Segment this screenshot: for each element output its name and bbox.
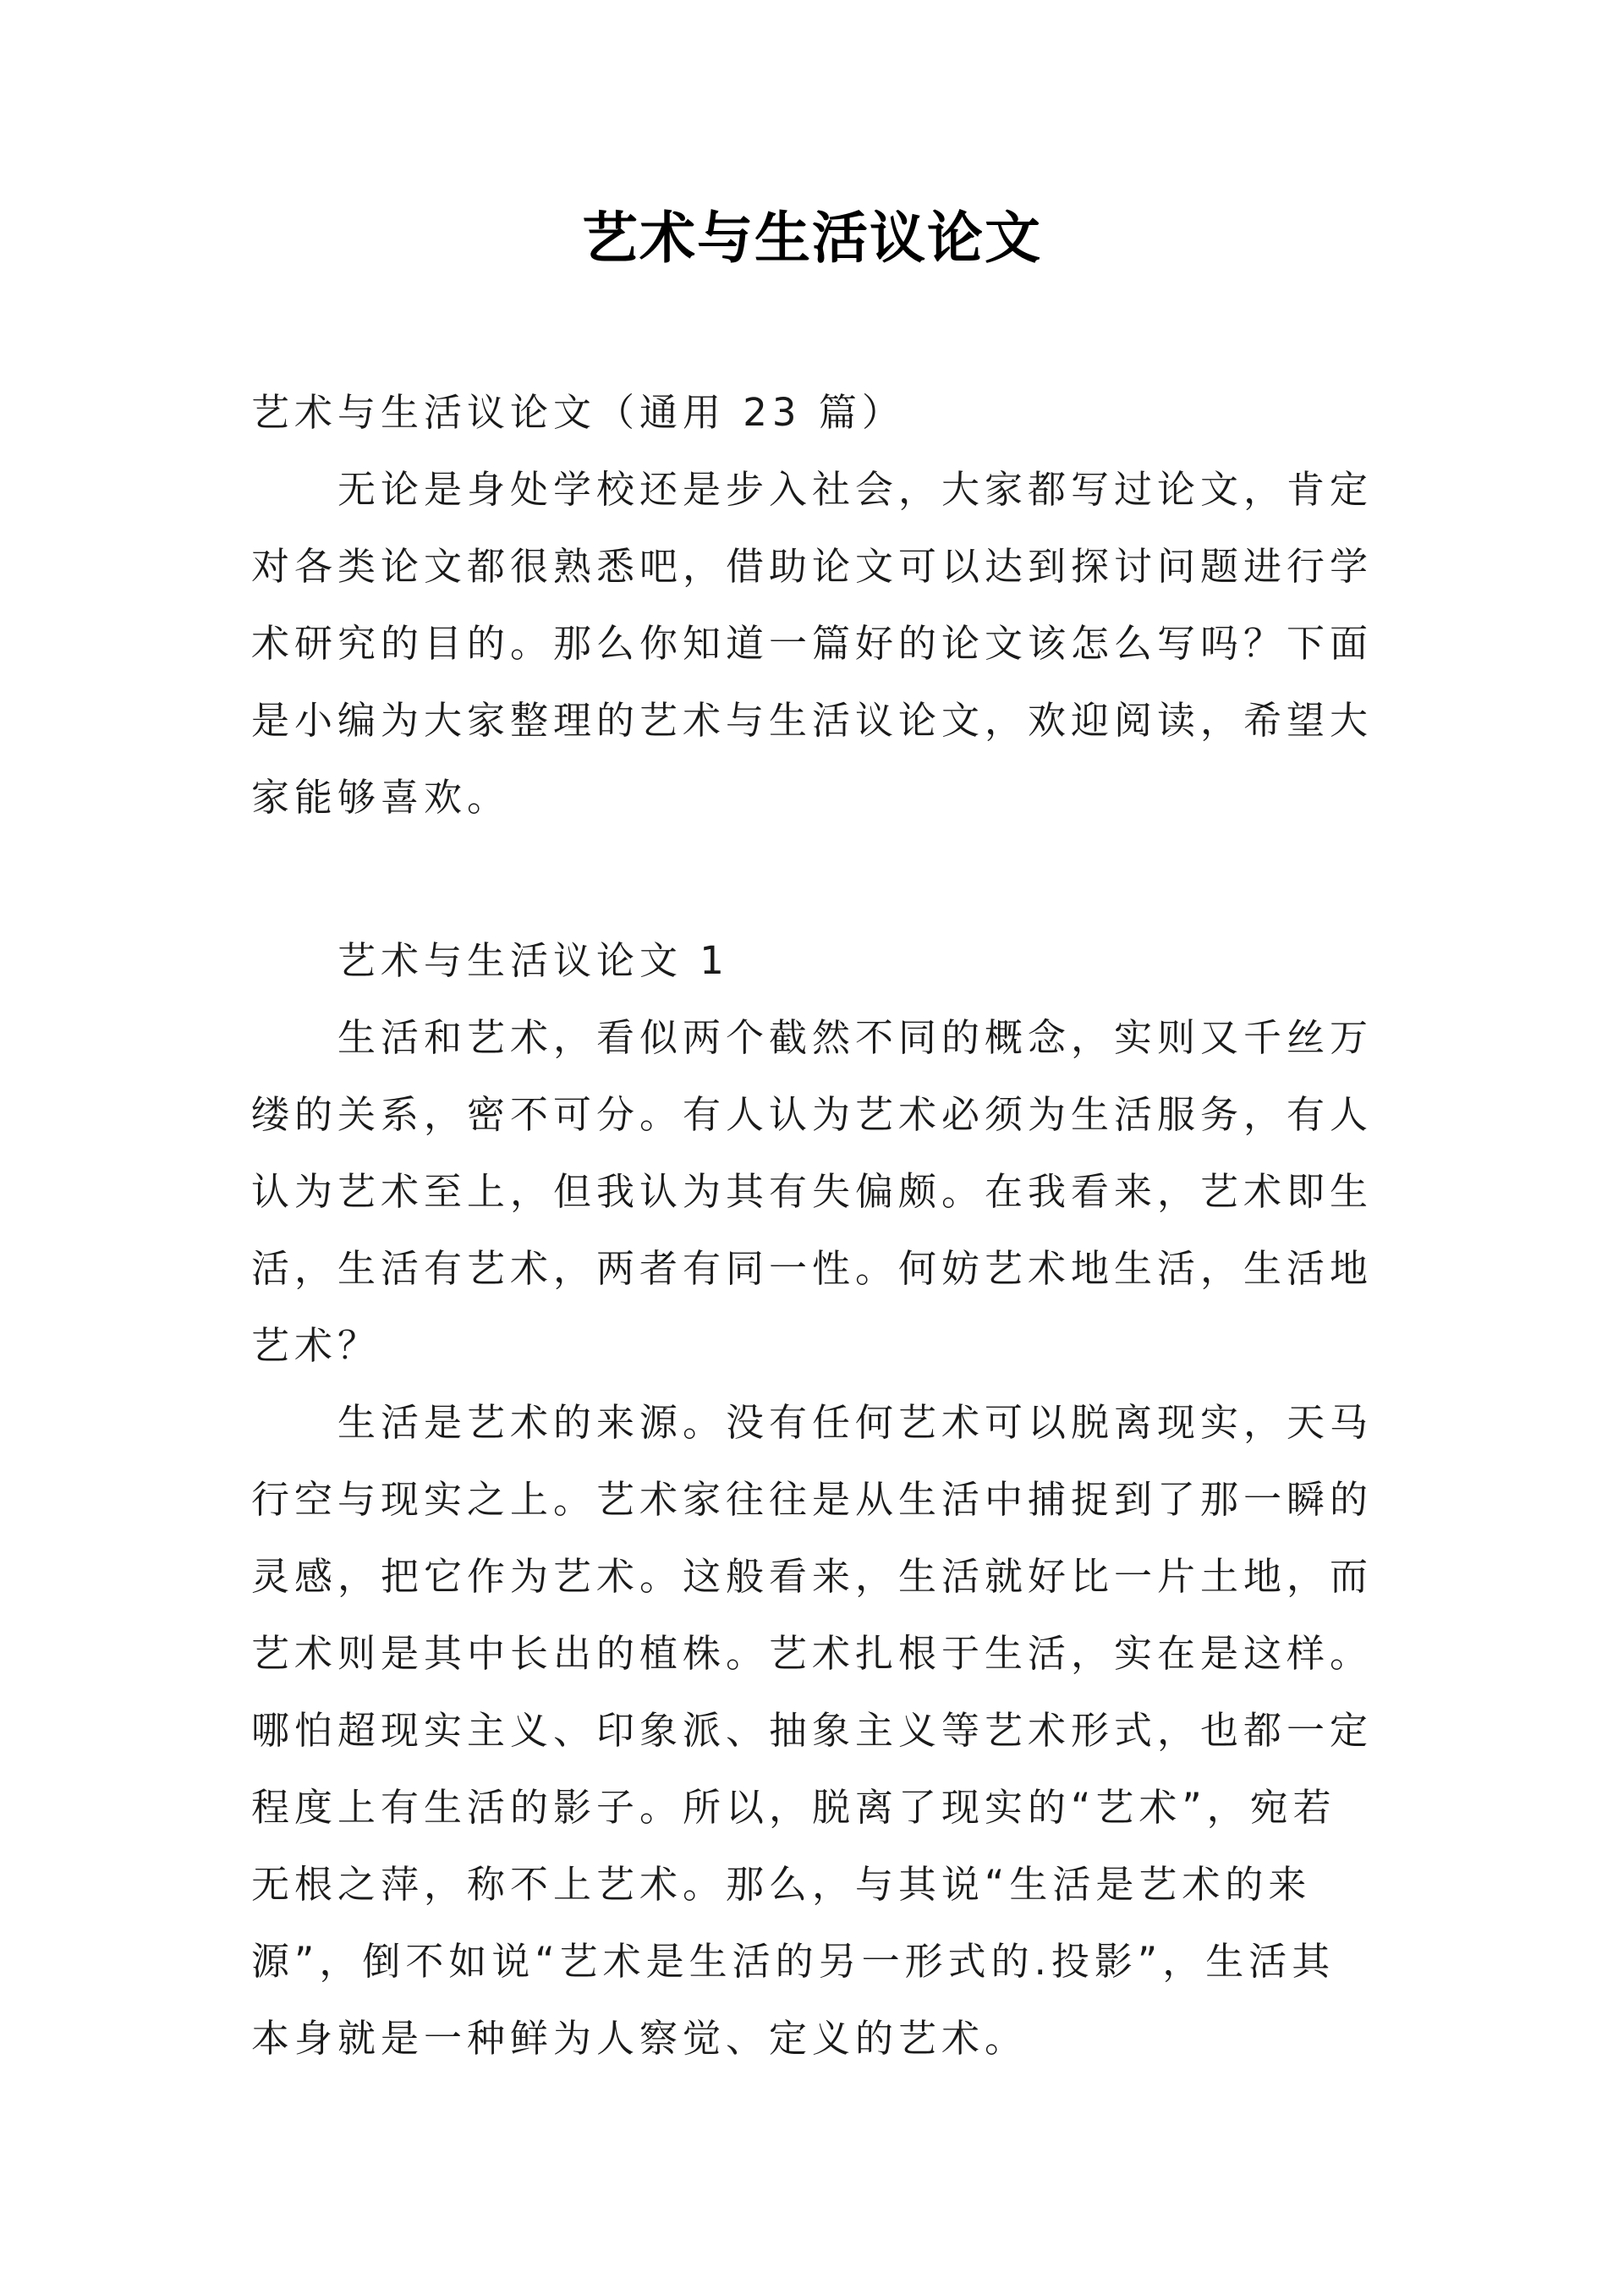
paragraph-line: 活，生活有艺术，两者有同一性。何妨艺术地生活，生活地 (251, 1246, 1374, 1291)
paragraph-line: 艺术？ (251, 1323, 381, 1368)
paragraph-line: 哪怕超现实主义、印象派、抽象主义等艺术形式，也都一定 (251, 1708, 1374, 1753)
document-title: 艺术与生活议论文 (582, 205, 1042, 271)
paragraph-line: 行空与现实之上。艺术家往往是从生活中捕捉到了那一瞬的 (251, 1477, 1374, 1522)
section-paragraph-1 (251, 999, 1385, 1384)
paragraph-line: 本身就是一种鲜为人察觉、定义的艺术。 (251, 2016, 1029, 2061)
document-body (251, 374, 1385, 2077)
paragraph-line: 是小编为大家整理的艺术与生活议论文，欢迎阅读，希望大 (251, 698, 1374, 743)
paragraph-line: 缕的关系，密不可分。有人认为艺术必须为生活服务，有人 (251, 1092, 1374, 1137)
intro-paragraph (251, 451, 1385, 836)
paragraph-line: 灵感，把它作为艺术。这般看来，生活就好比一片土地，而 (251, 1554, 1374, 1599)
paragraph-line: 生活是艺术的来源。没有任何艺术可以脱离现实，天马 (337, 1400, 1374, 1445)
section-paragraph-2 (251, 1384, 1385, 2077)
paragraph-line: 对各类论文都很熟悉吧，借助论文可以达到探讨问题进行学 (251, 544, 1374, 589)
paragraph-line: 术研究的目的。那么你知道一篇好的论文该怎么写吗？下面 (251, 621, 1374, 666)
paragraph-line: 艺术则是其中长出的植株。艺术扎根于生活，实在是这样。 (251, 1631, 1374, 1676)
paragraph-line: 无论是身处学校还是步入社会，大家都写过论文，肯定 (337, 467, 1374, 512)
paragraph-line: 源”，倒不如说“艺术是生活的另一形式的.投影”，生活其 (251, 1939, 1336, 1984)
document-subtitle: 艺术与生活议论文（通用 23 篇） (251, 390, 905, 435)
section-gap (251, 836, 1385, 922)
paragraph-line: 无根之萍，称不上艺术。那么，与其说“生活是艺术的来 (251, 1862, 1312, 1907)
paragraph-line: 程度上有生活的影子。所以，脱离了现实的“艺术”，宛若 (251, 1785, 1336, 1830)
paragraph-line: 家能够喜欢。 (251, 775, 511, 820)
section-heading: 艺术与生活议论文 1 (337, 938, 729, 983)
paragraph-line: 认为艺术至上，但我认为其有失偏颇。在我看来，艺术即生 (251, 1169, 1374, 1214)
paragraph-line: 生活和艺术，看似两个截然不同的概念，实则又千丝万 (337, 1015, 1374, 1060)
